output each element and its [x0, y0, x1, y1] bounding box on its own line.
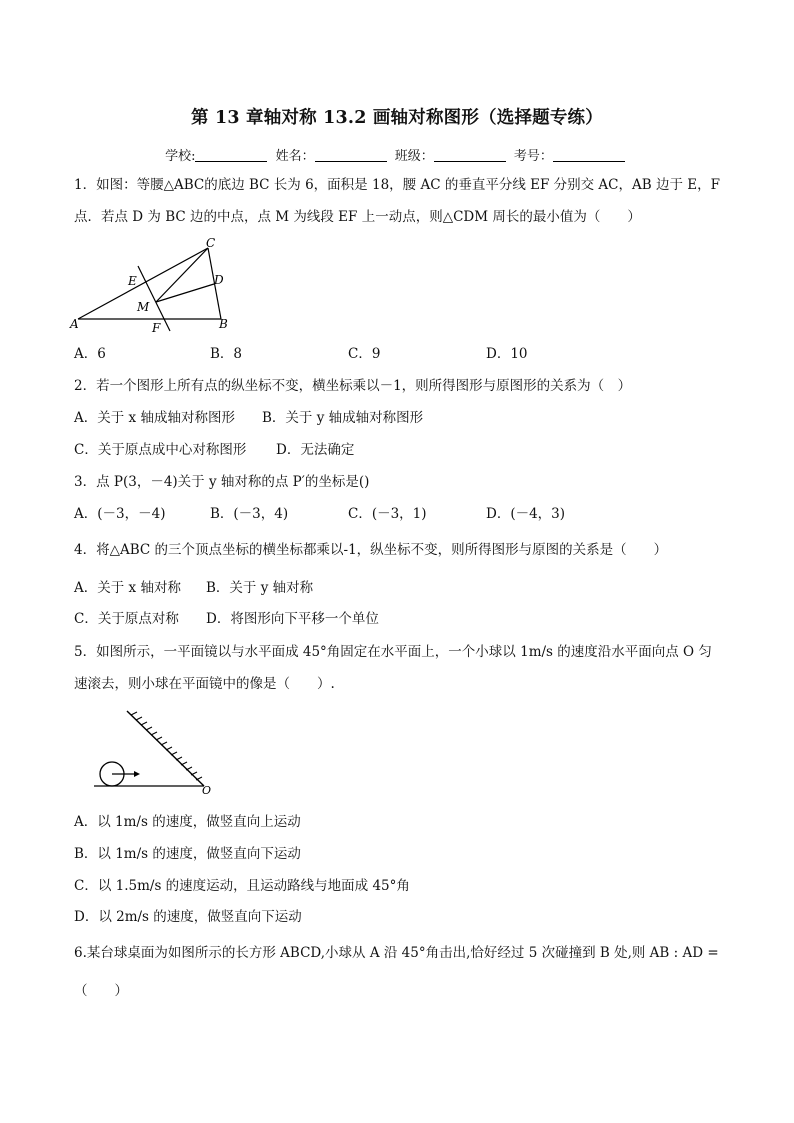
q5-option-d[interactable]: D．以 2m/s 的速度，做竖直向下运动: [74, 909, 302, 925]
number-blank[interactable]: [553, 149, 625, 162]
q1-text-line-2: 点．若点 D 为 BC 边的中点，点 M 为线段 EF 上一动点，则△CDM 周长的最小值为（ ）: [74, 209, 641, 225]
school-label: 学校:: [165, 149, 196, 164]
q2-option-c[interactable]: C．关于原点成中心对称图形: [74, 442, 247, 458]
arrow-head-icon: [134, 771, 140, 777]
q4-option-a[interactable]: A．关于 x 轴对称: [74, 580, 181, 596]
q1-option-b[interactable]: B．8: [210, 346, 243, 362]
q1-option-c[interactable]: C．9: [348, 346, 381, 362]
q4-text: 4．将△ABC 的三个顶点坐标的横坐标都乘以-1，纵坐标不变，则所得图形与原图的关系是（ ）: [74, 542, 668, 558]
q5-mirror-figure: [84, 706, 214, 796]
q4-option-b[interactable]: B．关于 y 轴对称: [206, 580, 314, 596]
q5-option-b[interactable]: B．以 1m/s 的速度，做竖直向下运动: [74, 846, 301, 862]
q2-option-b[interactable]: B．关于 y 轴成轴对称图形: [262, 410, 424, 426]
page-title: 第 13 章轴对称 13.2 画轴对称图形（选择题专练）: [191, 108, 603, 128]
q2-text: 2．若一个图形上所有点的纵坐标不变，横坐标乘以－1，则所得图形与原图形的关系为（ ）: [74, 378, 632, 394]
label-a: A: [70, 317, 79, 331]
name-label: 姓名：: [275, 149, 315, 164]
name-blank[interactable]: [315, 149, 387, 162]
label-m: M: [137, 300, 150, 314]
q4-option-c[interactable]: C．关于原点对称: [74, 611, 179, 627]
q1-option-a[interactable]: A．6: [74, 346, 106, 362]
student-info-row: [0, 145, 794, 164]
q1-text-line-1: 1．如图：等腰△ABC的底边 BC 长为 6，面积是 18，腰 AC 的垂直平分线 EF 分别交 AC，AB 边于 E，F: [74, 177, 720, 193]
q4-option-d[interactable]: D．将图形向下平移一个单位: [206, 611, 379, 627]
label-o: O: [202, 784, 212, 796]
q3-option-d[interactable]: D．(－4，3): [486, 506, 566, 522]
q5-text-line-2: 速滚去，则小球在平面镜中的像是（ ）.: [74, 676, 335, 692]
label-c: C: [206, 236, 216, 250]
q1-triangle-figure: [68, 236, 238, 336]
label-b: B: [219, 317, 228, 331]
q5-text-line-1: 5．如图所示，一平面镜以与水平面成 45°角固定在水平面上，一个小球以 1m/s 的速度沿水平面向点 O 匀: [74, 644, 712, 660]
q5-option-c[interactable]: C．以 1.5m/s 的速度运动，且运动路线与地面成 45°角: [74, 878, 410, 894]
school-blank[interactable]: [195, 149, 267, 162]
q1-option-d[interactable]: D．10: [486, 346, 528, 362]
q2-option-d[interactable]: D．无法确定: [276, 442, 355, 458]
q2-option-a[interactable]: A．关于 x 轴成轴对称图形: [74, 410, 235, 426]
q3-option-c[interactable]: C．(－3，1): [348, 506, 427, 522]
label-d: D: [214, 273, 224, 287]
q6-text-line-1: 6.某台球桌面为如图所示的长方形 ABCD,小球从 A 沿 45°角击出,恰好经过 5 次碰撞到 B 处,则 AB : AD =: [74, 945, 719, 961]
label-e: E: [128, 274, 137, 288]
q6-text-line-2: （ ）: [74, 983, 128, 999]
class-label: 班级：: [394, 149, 434, 164]
q3-option-b[interactable]: B．(－3，4): [210, 506, 289, 522]
mirror-hatching: [131, 712, 202, 780]
q5-option-a[interactable]: A．以 1m/s 的速度，做竖直向上运动: [74, 814, 301, 830]
number-label: 考号：: [513, 149, 553, 164]
q3-option-a[interactable]: A．(－3，－4): [74, 506, 166, 522]
q3-text: 3．点 P(3，－4)关于 y 轴对称的点 P′的坐标是(): [74, 474, 370, 490]
class-blank[interactable]: [434, 149, 506, 162]
label-f: F: [152, 321, 161, 335]
